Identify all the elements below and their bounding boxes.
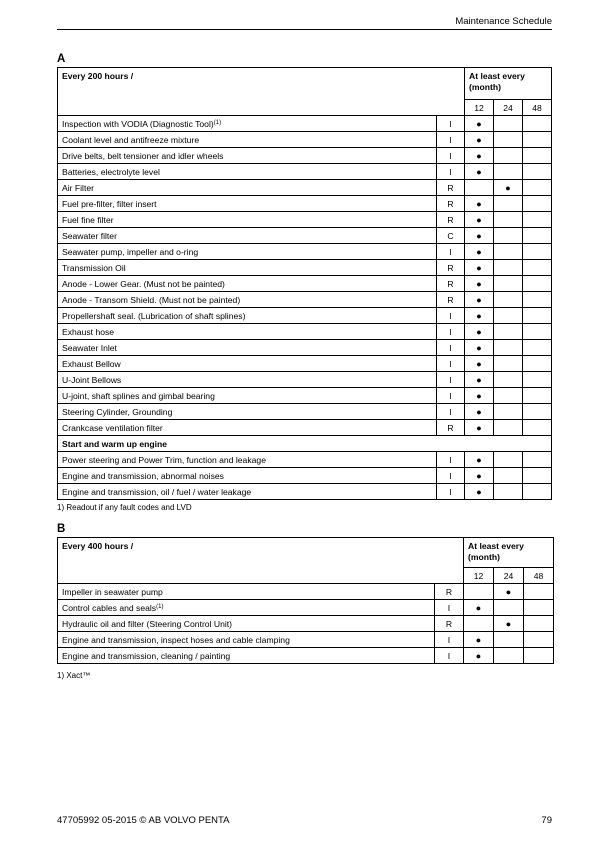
interval-mark-cell: ●	[465, 404, 494, 420]
interval-mark-cell: ●	[465, 260, 494, 276]
interval-mark-cell	[523, 484, 552, 500]
footer-doc-id: 47705992 05-2015 © AB VOLVO PENTA	[57, 815, 230, 826]
interval-mark-cell	[494, 420, 523, 436]
task-cell	[58, 632, 435, 648]
task-text: Engine and transmission, oil / fuel / water leakage	[62, 486, 252, 497]
task-cell	[58, 164, 437, 180]
interval-mark-cell	[524, 632, 554, 648]
interval-mark-cell	[494, 324, 523, 340]
action-code-cell: I	[437, 340, 465, 356]
interval-mark-cell: ●	[465, 196, 494, 212]
interval-mark-cell	[523, 132, 552, 148]
interval-mark-cell	[494, 452, 523, 468]
task-cell	[58, 260, 437, 276]
month-48-header: 48	[523, 100, 552, 116]
footnote-a: 1) Readout if any fault codes and LVD	[57, 503, 192, 512]
table-row	[58, 276, 552, 292]
page-number: 79	[541, 815, 552, 826]
footnote-ref: (1)	[213, 119, 222, 126]
interval-mark-cell	[523, 164, 552, 180]
task-text: Seawater Inlet	[62, 342, 117, 353]
table-row	[58, 340, 552, 356]
task-cell	[58, 372, 437, 388]
interval-mark-cell: ●	[464, 600, 494, 616]
interval-mark-cell	[464, 584, 494, 600]
subheading-row: Start and warm up engine	[58, 436, 552, 452]
section-a-letter: A	[57, 53, 66, 65]
interval-mark-cell: ●	[494, 616, 524, 632]
at-least-label: At least every	[469, 71, 525, 81]
table-row	[58, 468, 552, 484]
at-least-header-b	[464, 538, 554, 568]
action-code-cell: I	[437, 308, 465, 324]
interval-mark-cell	[494, 340, 523, 356]
table-row	[58, 292, 552, 308]
month-label: (month)	[468, 552, 500, 562]
action-code-cell: I	[437, 116, 465, 132]
table-row	[58, 584, 554, 600]
task-text: Air Filter	[62, 182, 94, 193]
running-header: Maintenance Schedule	[455, 16, 552, 27]
interval-mark-cell: ●	[494, 584, 524, 600]
task-cell	[58, 356, 437, 372]
action-code-cell: R	[437, 420, 465, 436]
interval-mark-cell	[524, 616, 554, 632]
task-text: Engine and transmission, inspect hoses and cable clamping	[62, 634, 290, 645]
table-row	[58, 452, 552, 468]
interval-mark-cell: ●	[465, 228, 494, 244]
table-row	[58, 632, 554, 648]
task-cell	[58, 148, 437, 164]
table-row	[58, 356, 552, 372]
task-cell	[58, 648, 435, 664]
task-text: Inspection with VODIA (Diagnostic Tool)	[62, 118, 214, 129]
task-cell	[58, 116, 437, 132]
action-code-cell: R	[437, 260, 465, 276]
interval-mark-cell: ●	[465, 484, 494, 500]
task-text: Seawater filter	[62, 230, 117, 241]
interval-mark-cell	[523, 196, 552, 212]
table-row	[58, 164, 552, 180]
table-row	[58, 148, 552, 164]
task-cell	[58, 292, 437, 308]
interval-mark-cell	[523, 420, 552, 436]
interval-mark-cell	[494, 116, 523, 132]
interval-mark-cell: ●	[465, 132, 494, 148]
action-code-cell: R	[437, 212, 465, 228]
interval-mark-cell: ●	[465, 452, 494, 468]
action-code-cell: R	[435, 616, 464, 632]
interval-mark-cell	[494, 404, 523, 420]
table-row	[58, 180, 552, 196]
action-code-cell: I	[435, 600, 464, 616]
task-text: Engine and transmission, cleaning / painting	[62, 650, 231, 661]
task-cell	[58, 584, 435, 600]
task-text: Hydraulic oil and filter (Steering Control Unit)	[62, 618, 233, 629]
interval-mark-cell	[494, 132, 523, 148]
interval-mark-cell	[494, 196, 523, 212]
task-cell	[58, 388, 437, 404]
task-cell	[58, 244, 437, 260]
table-row	[58, 324, 552, 340]
task-text: Impeller in seawater pump	[62, 586, 163, 597]
action-code-cell: I	[437, 148, 465, 164]
task-text: Anode - Transom Shield. (Must not be painted)	[62, 294, 241, 305]
interval-mark-cell	[494, 356, 523, 372]
task-text: Anode - Lower Gear. (Must not be painted)	[62, 278, 225, 289]
month-12-header: 12	[465, 100, 494, 116]
interval-mark-cell	[523, 308, 552, 324]
task-text: Propellershaft seal. (Lubrication of shaft splines)	[62, 310, 246, 321]
action-code-cell: R	[435, 584, 464, 600]
interval-mark-cell	[494, 148, 523, 164]
interval-mark-cell: ●	[465, 324, 494, 340]
interval-mark-cell: ●	[465, 420, 494, 436]
interval-mark-cell	[464, 616, 494, 632]
interval-mark-cell: ●	[464, 632, 494, 648]
interval-mark-cell	[494, 228, 523, 244]
interval-mark-cell: ●	[465, 292, 494, 308]
interval-mark-cell: ●	[465, 388, 494, 404]
action-code-cell: I	[437, 452, 465, 468]
interval-mark-cell: ●	[465, 340, 494, 356]
task-text: Batteries, electrolyte level	[62, 166, 160, 177]
interval-mark-cell	[523, 372, 552, 388]
interval-mark-cell	[523, 404, 552, 420]
action-code-cell: I	[437, 404, 465, 420]
task-text: U-Joint Bellows	[62, 374, 122, 385]
task-text: Exhaust hose	[62, 326, 115, 337]
task-text: Control cables and seals	[62, 602, 157, 613]
task-cell	[58, 228, 437, 244]
interval-mark-cell: ●	[465, 356, 494, 372]
interval-mark-cell: ●	[464, 648, 494, 664]
interval-mark-cell	[494, 308, 523, 324]
action-code-cell: R	[437, 196, 465, 212]
interval-mark-cell	[494, 244, 523, 260]
month-24-header: 24	[494, 100, 523, 116]
task-cell	[58, 616, 435, 632]
interval-header-b: Every 400 hours /	[58, 538, 464, 584]
section-b-letter: B	[57, 523, 66, 535]
interval-mark-cell	[494, 648, 524, 664]
table-row	[58, 212, 552, 228]
interval-mark-cell	[494, 260, 523, 276]
table-row	[58, 484, 552, 500]
table-row	[58, 388, 552, 404]
interval-mark-cell	[494, 468, 523, 484]
table-row	[58, 308, 552, 324]
interval-mark-cell	[523, 292, 552, 308]
interval-mark-cell	[523, 212, 552, 228]
table-row	[58, 132, 552, 148]
task-text: Exhaust Bellow	[62, 358, 121, 369]
table-row	[58, 648, 554, 664]
task-text: Engine and transmission, abnormal noises	[62, 470, 224, 481]
table-row	[58, 600, 554, 616]
footnote-b: 1) Xact™	[57, 671, 91, 680]
interval-mark-cell	[523, 228, 552, 244]
interval-mark-cell	[494, 292, 523, 308]
task-text: Coolant level and antifreeze mixture	[62, 134, 200, 145]
action-code-cell: I	[437, 388, 465, 404]
interval-mark-cell	[524, 600, 554, 616]
action-code-cell: I	[437, 244, 465, 260]
task-cell	[58, 468, 437, 484]
at-least-label: At least every	[468, 541, 524, 551]
interval-mark-cell	[523, 148, 552, 164]
interval-mark-cell: ●	[494, 180, 523, 196]
action-code-cell: I	[437, 164, 465, 180]
interval-mark-cell	[494, 632, 524, 648]
task-cell	[58, 308, 437, 324]
action-code-cell: R	[437, 292, 465, 308]
action-code-cell: I	[437, 132, 465, 148]
action-code-cell: I	[435, 632, 464, 648]
interval-mark-cell	[524, 584, 554, 600]
interval-mark-cell	[523, 340, 552, 356]
task-cell	[58, 600, 435, 616]
task-cell	[58, 180, 437, 196]
action-code-cell: I	[437, 356, 465, 372]
task-cell	[58, 132, 437, 148]
interval-mark-cell: ●	[465, 116, 494, 132]
action-code-cell: C	[437, 228, 465, 244]
task-cell	[58, 276, 437, 292]
task-cell	[58, 340, 437, 356]
interval-mark-cell	[523, 180, 552, 196]
interval-mark-cell	[494, 388, 523, 404]
interval-mark-cell	[523, 452, 552, 468]
task-text: U-joint, shaft splines and gimbal bearing	[62, 390, 215, 401]
task-text: Crankcase ventilation filter	[62, 422, 163, 433]
interval-mark-cell: ●	[465, 468, 494, 484]
month-label: (month)	[469, 82, 501, 92]
action-code-cell: I	[435, 648, 464, 664]
table-row	[58, 228, 552, 244]
interval-mark-cell	[494, 372, 523, 388]
interval-mark-cell	[523, 116, 552, 132]
at-least-header-a	[465, 68, 552, 100]
task-text: Transmission Oil	[62, 262, 126, 273]
action-code-cell: I	[437, 484, 465, 500]
interval-mark-cell: ●	[465, 212, 494, 228]
interval-mark-cell	[494, 276, 523, 292]
interval-mark-cell	[523, 276, 552, 292]
header-rule	[57, 29, 552, 30]
interval-mark-cell	[523, 244, 552, 260]
task-cell	[58, 420, 437, 436]
month-12-header: 12	[464, 568, 494, 584]
interval-mark-cell	[523, 356, 552, 372]
interval-mark-cell: ●	[465, 164, 494, 180]
action-code-cell: I	[437, 372, 465, 388]
task-text: Seawater pump, impeller and o-ring	[62, 246, 199, 257]
table-row	[58, 116, 552, 132]
task-cell	[58, 324, 437, 340]
action-code-cell: R	[437, 180, 465, 196]
task-text: Fuel fine filter	[62, 214, 114, 225]
action-code-cell: I	[437, 324, 465, 340]
task-text: Power steering and Power Trim, function and leakage	[62, 454, 266, 465]
interval-mark-cell	[494, 600, 524, 616]
schedule-table-b	[57, 537, 554, 664]
interval-mark-cell	[494, 484, 523, 500]
footnote-ref: (1)	[156, 603, 164, 610]
table-row	[58, 372, 552, 388]
table-row	[58, 260, 552, 276]
interval-mark-cell	[524, 648, 554, 664]
interval-mark-cell	[465, 180, 494, 196]
interval-mark-cell: ●	[465, 308, 494, 324]
interval-mark-cell	[523, 324, 552, 340]
interval-mark-cell: ●	[465, 244, 494, 260]
table-row	[58, 244, 552, 260]
table-row	[58, 616, 554, 632]
interval-mark-cell: ●	[465, 148, 494, 164]
task-cell	[58, 404, 437, 420]
task-text: Steering Cylinder, Grounding	[62, 406, 173, 417]
interval-mark-cell	[523, 468, 552, 484]
action-code-cell: R	[437, 276, 465, 292]
schedule-table-a	[57, 67, 552, 500]
interval-mark-cell	[494, 164, 523, 180]
interval-mark-cell: ●	[465, 276, 494, 292]
interval-header-a: Every 200 hours /	[58, 68, 465, 116]
task-text: Fuel pre-filter, filter insert	[62, 198, 157, 209]
task-text: Drive belts, belt tensioner and idler wheels	[62, 150, 224, 161]
interval-mark-cell: ●	[465, 372, 494, 388]
task-cell	[58, 484, 437, 500]
task-cell	[58, 212, 437, 228]
month-24-header: 24	[494, 568, 524, 584]
action-code-cell: I	[437, 468, 465, 484]
month-48-header: 48	[524, 568, 554, 584]
table-row	[58, 420, 552, 436]
interval-mark-cell	[523, 388, 552, 404]
table-row	[58, 196, 552, 212]
task-cell	[58, 452, 437, 468]
interval-mark-cell	[494, 212, 523, 228]
task-cell	[58, 196, 437, 212]
interval-mark-cell	[523, 260, 552, 276]
table-row	[58, 404, 552, 420]
